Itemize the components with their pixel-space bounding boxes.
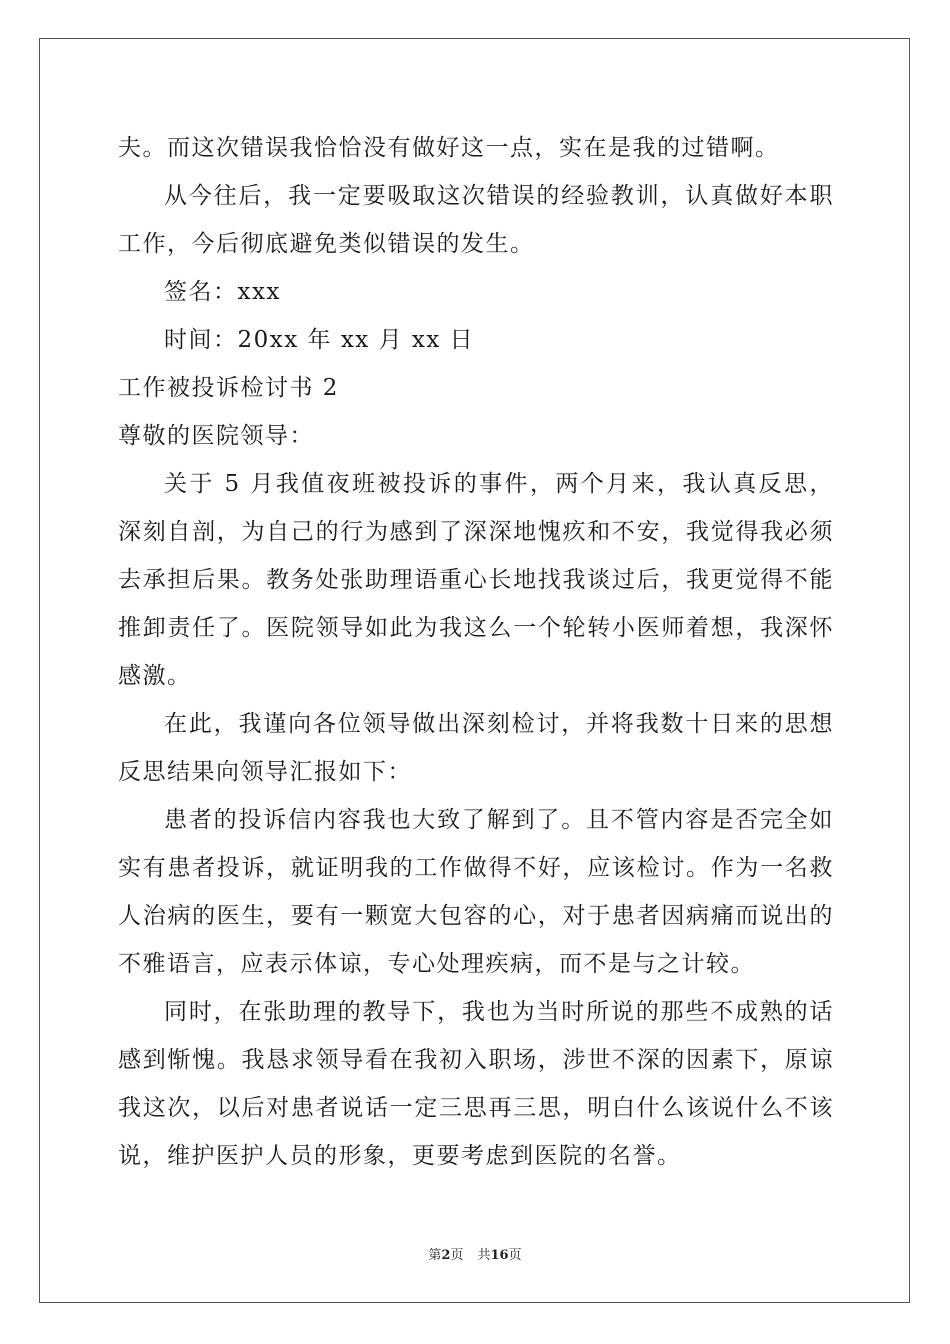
date-line: 时间：20xx 年 xx 月 xx 日 xyxy=(164,327,475,353)
document-body xyxy=(118,124,834,1180)
footer-page-suffix: 页 xyxy=(450,1248,464,1263)
salutation: 尊敬的医院领导： xyxy=(118,423,314,449)
footer-page-number: 2 xyxy=(441,1248,451,1263)
paragraph-10: 同时，在张助理的教导下，我也为当时所说的那些不成熟的话感到惭愧。我恳求领导看在我初入职场，涉世不深的因素下，原谅我这次，以后对患者说话一定三思再三思，明白什么该说什么不该说，维护医护人员的形象，更要考虑到医院的名誉。 xyxy=(118,999,834,1169)
paragraph-9: 患者的投诉信内容我也大致了解到了。且不管内容是否完全如实有患者投诉，就证明我的工作做得不好，应该检讨。作为一名救人治病的医生，要有一颗宽大包容的心，对于患者因病痛而说出的不雅语言，应表示体谅，专心处理疾病，而不是与之计较。 xyxy=(118,807,834,977)
footer-page-prefix: 第 xyxy=(428,1248,442,1263)
paragraph-1: 夫。而这次错误我恰恰没有做好这一点，实在是我的过错啊。 xyxy=(118,135,780,161)
page-footer xyxy=(0,1244,950,1263)
footer-total-prefix: 共 xyxy=(477,1248,491,1263)
section-title: 工作被投诉检讨书 2 xyxy=(118,375,339,401)
footer-total-suffix: 页 xyxy=(508,1248,522,1263)
paragraph-2: 从今往后，我一定要吸取这次错误的经验教训，认真做好本职工作，今后彻底避免类似错误的发生。 xyxy=(118,183,834,257)
paragraph-7: 关于 5 月我值夜班被投诉的事件，两个月来，我认真反思，深刻自剖，为自己的行为感到了深深地愧疚和不安，我觉得我必须去承担后果。教务处张助理语重心长地找我谈过后，我更觉得不能推卸责任了。医院领导如此为我这么一个轮转小医师着想，我深怀感激。 xyxy=(118,471,834,689)
footer-total-pages: 16 xyxy=(490,1248,509,1263)
paragraph-8: 在此，我谨向各位领导做出深刻检讨，并将我数十日来的思想反思结果向领导汇报如下： xyxy=(118,711,834,785)
signature-line: 签名：xxx xyxy=(164,279,281,305)
